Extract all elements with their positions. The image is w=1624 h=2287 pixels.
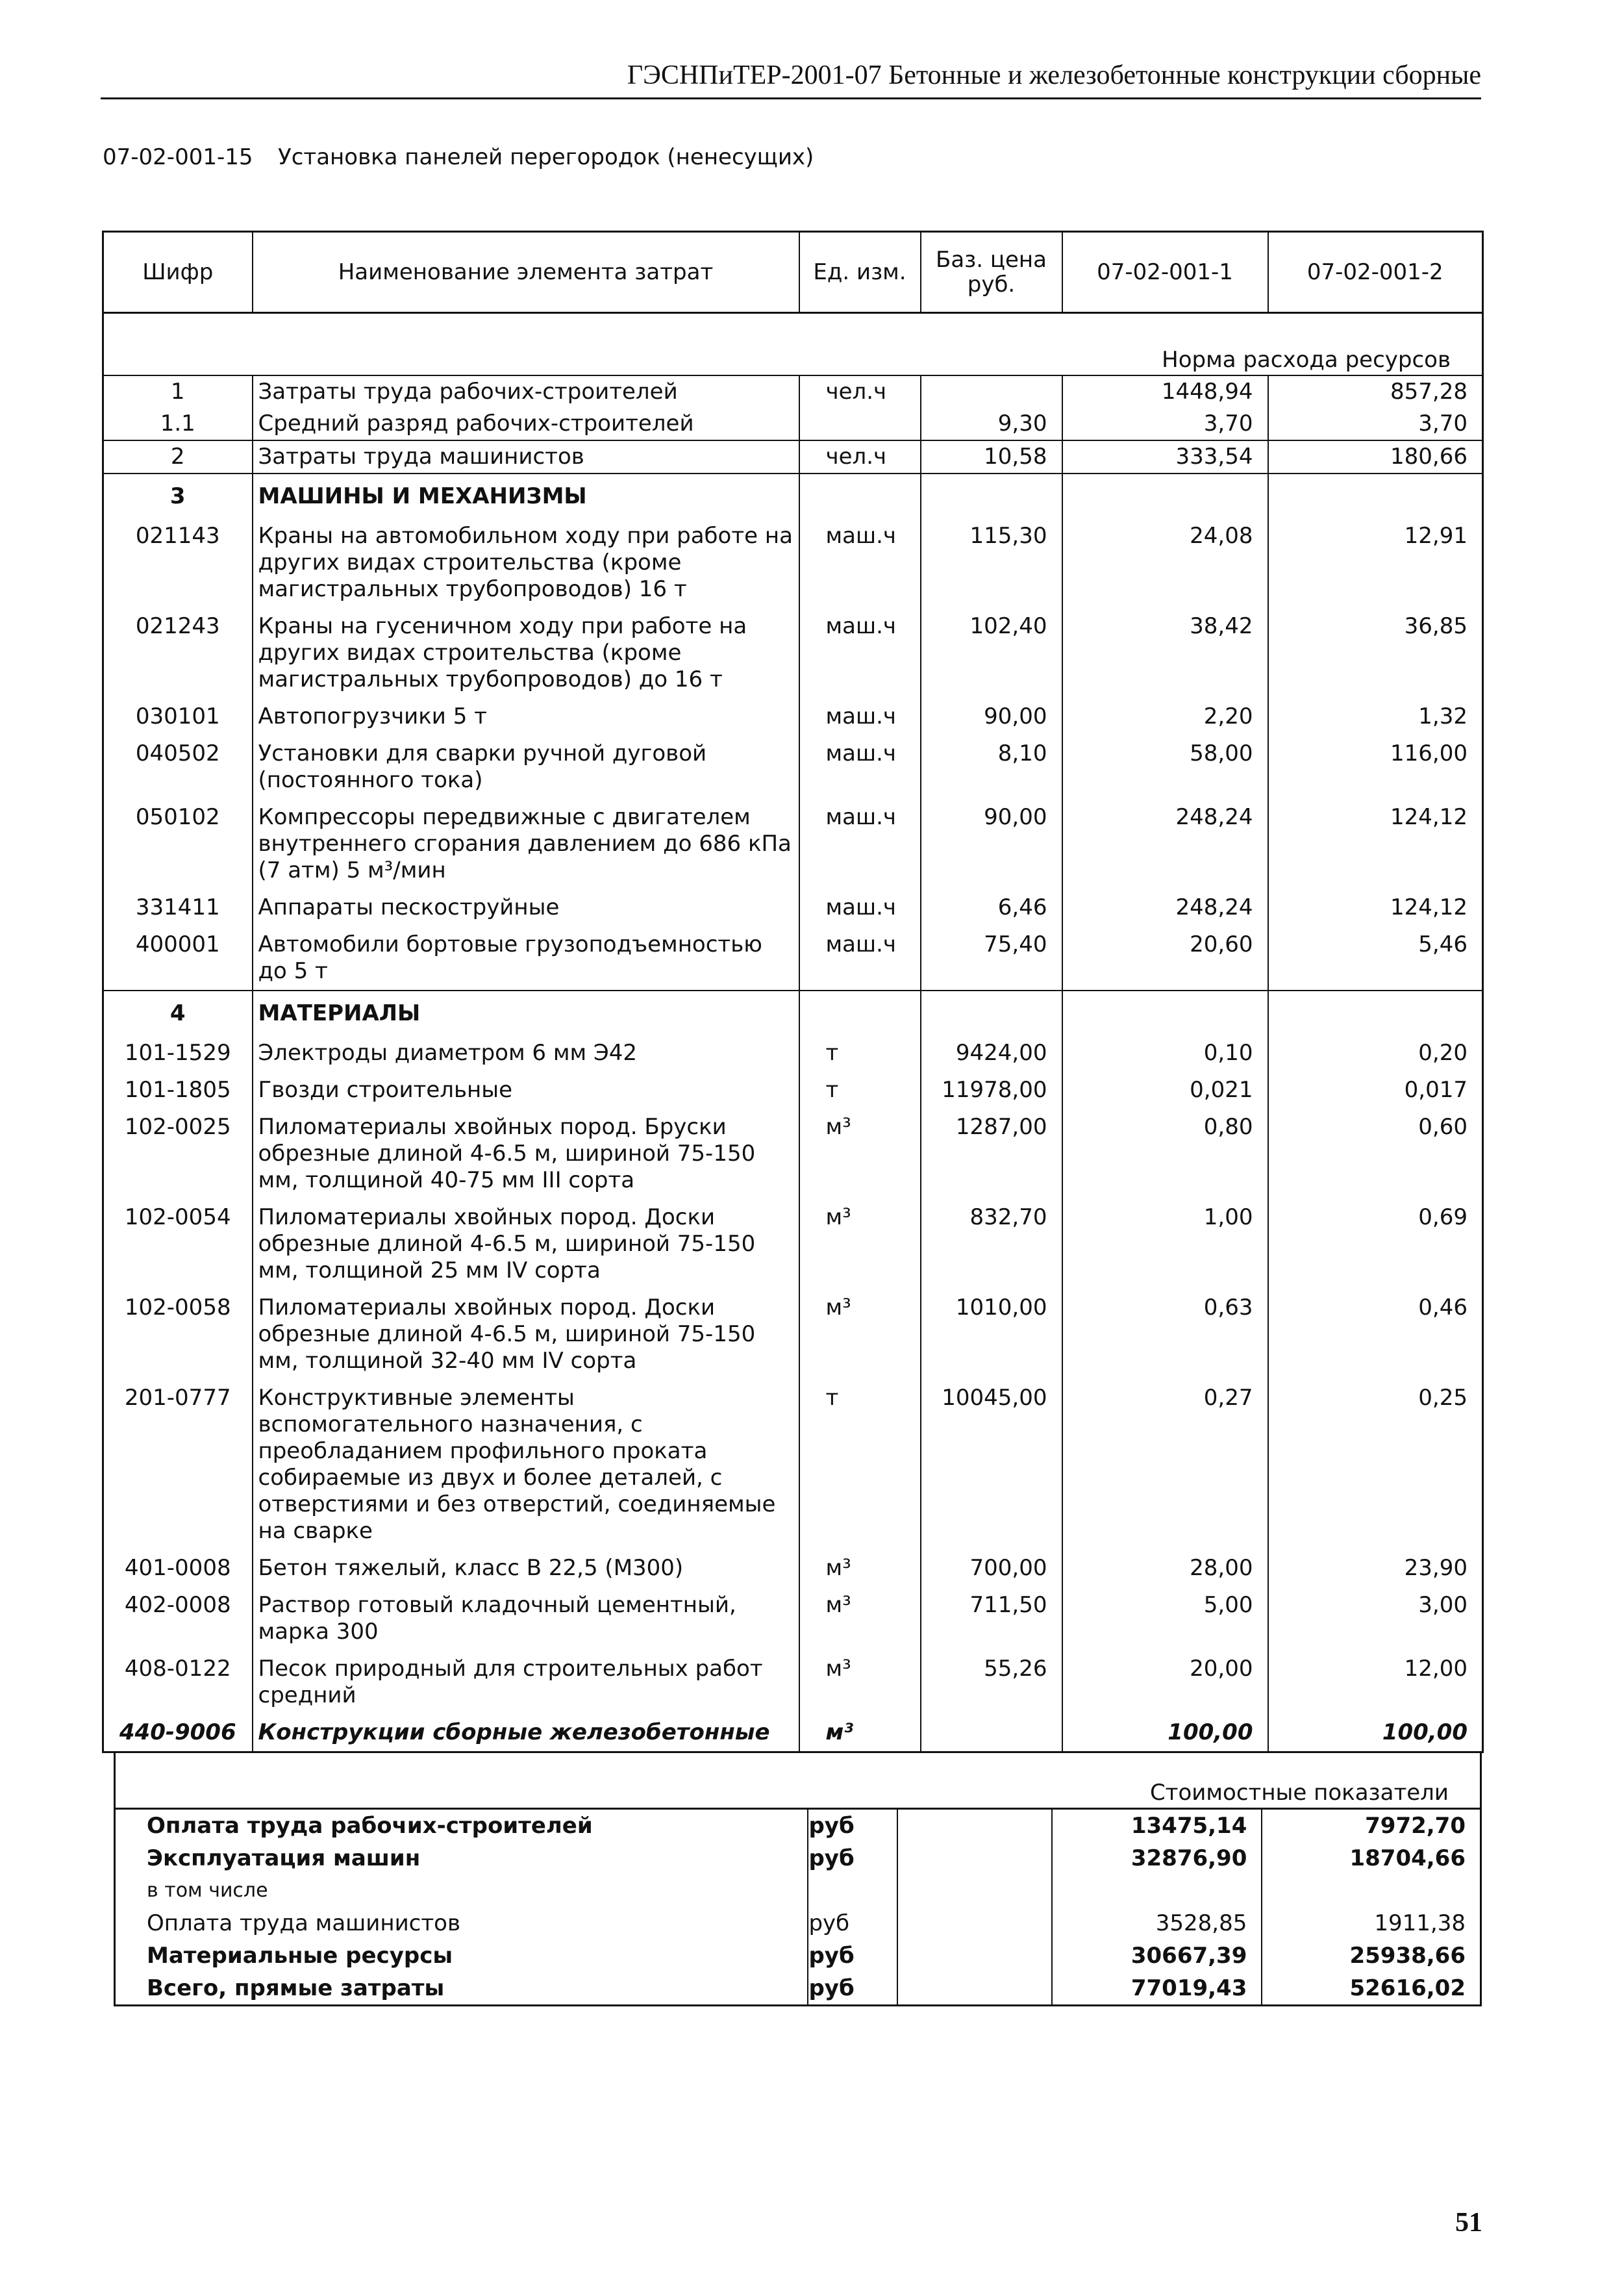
table-header-row: [103, 232, 1483, 313]
cost-unit: [808, 1875, 897, 1907]
resource-unit: маш.ч: [799, 799, 921, 889]
resource-unit: маш.ч: [799, 518, 921, 608]
table-row: [103, 1289, 1483, 1380]
resource-name: Автомобили бортовые грузоподъемностью до 5 т: [253, 926, 799, 991]
cost-unit: руб: [808, 1842, 897, 1875]
cost-variant-1: 30667,39: [1052, 1940, 1262, 1972]
cost-unit: руб: [808, 1940, 897, 1972]
cost-variant-2: 25938,66: [1262, 1940, 1480, 1972]
group-title: МАШИНЫ И МЕХАНИЗМЫ: [253, 474, 799, 518]
resource-code: 102-0054: [103, 1199, 253, 1289]
table-row: [103, 1035, 1483, 1072]
resource-code: 021243: [103, 608, 253, 698]
resource-name: Бетон тяжелый, класс В 22,5 (М300): [253, 1550, 799, 1587]
norm-variant-1: 0,63: [1062, 1289, 1268, 1380]
norm-variant-1: 0,021: [1062, 1072, 1268, 1109]
cost-variant-2: [1262, 1875, 1480, 1907]
table-row: [103, 698, 1483, 735]
cost-variant-1: 77019,43: [1052, 1972, 1262, 2006]
resource-name: Пиломатериалы хвойных пород. Бруски обрезные длиной 4-6.5 м, шириной 75-150 мм, толщиной 40-75 мм III сорта: [253, 1109, 799, 1199]
resource-code: 050102: [103, 799, 253, 889]
norm-variant-2: 36,85: [1268, 608, 1483, 698]
table-row: [103, 1587, 1483, 1650]
base-price: 9424,00: [921, 1035, 1062, 1072]
header-divider: [101, 97, 1481, 99]
resource-name: Краны на гусеничном ходу при работе на других видах строительства (кроме магистральных трубопроводов) до 16 т: [253, 608, 799, 698]
group-title: МАТЕРИАЛЫ: [253, 991, 799, 1035]
resource-code: 2: [103, 440, 253, 474]
norm-variant-1: 100,00: [1062, 1714, 1268, 1752]
empty-cell: [897, 1875, 1052, 1907]
norm-variant-1: 333,54: [1062, 440, 1268, 474]
cost-name: Оплата труда машинистов: [115, 1907, 808, 1940]
norm-variant-2: 124,12: [1268, 889, 1483, 926]
norm-variant-2: 3,00: [1268, 1587, 1483, 1650]
resource-code: 102-0058: [103, 1289, 253, 1380]
resource-unit: м³: [799, 1109, 921, 1199]
empty-cell: [921, 991, 1062, 1035]
cost-summary-table: [114, 1751, 1482, 2006]
resource-unit: м³: [799, 1289, 921, 1380]
base-price: 1010,00: [921, 1289, 1062, 1380]
cost-variant-2: 18704,66: [1262, 1842, 1480, 1875]
norm-variant-2: 0,69: [1268, 1199, 1483, 1289]
cost-name: Эксплуатация машин: [115, 1842, 808, 1875]
column-header-price: Баз. цена руб.: [921, 232, 1062, 313]
cost-unit: руб: [808, 1907, 897, 1940]
cost-name: Оплата труда рабочих-строителей: [115, 1809, 808, 1843]
empty-cell: [897, 1972, 1052, 2006]
resource-unit: т: [799, 1035, 921, 1072]
base-price: [921, 375, 1062, 408]
table-row: [103, 1650, 1483, 1714]
cost-variant-2: 52616,02: [1262, 1972, 1480, 2006]
resource-unit: м³: [799, 1199, 921, 1289]
norm-variant-1: 58,00: [1062, 735, 1268, 799]
base-price: 115,30: [921, 518, 1062, 608]
base-price: 832,70: [921, 1199, 1062, 1289]
resource-code: 030101: [103, 698, 253, 735]
resource-unit: м³: [799, 1650, 921, 1714]
norm-variant-2: 0,46: [1268, 1289, 1483, 1380]
resource-name: Пиломатериалы хвойных пород. Доски обрезные длиной 4-6.5 м, шириной 75-150 мм, толщиной 25 мм IV сорта: [253, 1199, 799, 1289]
table-row: [103, 608, 1483, 698]
resource-code: 401-0008: [103, 1550, 253, 1587]
resource-code: 402-0008: [103, 1587, 253, 1650]
resource-code: 400001: [103, 926, 253, 991]
column-header-name: Наименование элемента затрат: [253, 232, 799, 313]
table-row: [103, 1550, 1483, 1587]
table-row: [103, 440, 1483, 474]
empty-cell: [1268, 474, 1483, 518]
page-number: 51: [1455, 2208, 1482, 2238]
table-row: [103, 1199, 1483, 1289]
cost-label: Стоимостные показатели: [115, 1752, 1481, 1809]
cost-row: [115, 1809, 1481, 1843]
table-row: [103, 1714, 1483, 1752]
column-header-code: Шифр: [103, 232, 253, 313]
cost-name: Материальные ресурсы: [115, 1940, 808, 1972]
resource-name: Затраты труда рабочих-строителей: [253, 375, 799, 408]
norm-variant-1: 5,00: [1062, 1587, 1268, 1650]
empty-cell: [1062, 991, 1268, 1035]
norm-variant-2: 0,60: [1268, 1109, 1483, 1199]
group-code: 4: [103, 991, 253, 1035]
empty-cell: [897, 1809, 1052, 1843]
norm-variant-2: 100,00: [1268, 1714, 1483, 1752]
cost-variant-1: 13475,14: [1052, 1809, 1262, 1843]
table-row: [103, 926, 1483, 991]
table-row: [103, 1072, 1483, 1109]
norm-variant-1: 20,00: [1062, 1650, 1268, 1714]
resource-code: 040502: [103, 735, 253, 799]
resource-unit: т: [799, 1380, 921, 1550]
resource-name: Средний разряд рабочих-строителей: [253, 408, 799, 440]
resource-unit: м³: [799, 1587, 921, 1650]
base-price: 55,26: [921, 1650, 1062, 1714]
group-row: [103, 991, 1483, 1035]
resource-table: [102, 231, 1484, 1753]
resource-unit: м³: [799, 1550, 921, 1587]
resource-name: Раствор готовый кладочный цементный, марка 300: [253, 1587, 799, 1650]
resource-name: Конструкции сборные железобетонные: [253, 1714, 799, 1752]
norm-variant-1: 1,00: [1062, 1199, 1268, 1289]
resource-name: Электроды диаметром 6 мм Э42: [253, 1035, 799, 1072]
resource-name: Автопогрузчики 5 т: [253, 698, 799, 735]
cost-unit: руб: [808, 1809, 897, 1843]
resource-unit: м³: [799, 1714, 921, 1752]
cost-row: [115, 1907, 1481, 1940]
resource-unit: маш.ч: [799, 889, 921, 926]
empty-cell: [921, 474, 1062, 518]
norm-variant-2: 5,46: [1268, 926, 1483, 991]
norm-variant-1: 0,27: [1062, 1380, 1268, 1550]
resource-name: Пиломатериалы хвойных пород. Доски обрезные длиной 4-6.5 м, шириной 75-150 мм, толщиной 32-40 мм IV сорта: [253, 1289, 799, 1380]
resource-code: 101-1805: [103, 1072, 253, 1109]
norm-variant-2: 0,017: [1268, 1072, 1483, 1109]
resource-unit: чел.ч: [799, 375, 921, 408]
norm-variant-1: 248,24: [1062, 889, 1268, 926]
resource-unit: [799, 408, 921, 440]
base-price: 75,40: [921, 926, 1062, 991]
cost-row: [115, 1940, 1481, 1972]
norm-variant-2: 116,00: [1268, 735, 1483, 799]
cost-name: в том числе: [115, 1875, 808, 1907]
resource-name: Песок природный для строительных работ средний: [253, 1650, 799, 1714]
group-row: [103, 474, 1483, 518]
empty-cell: [1268, 991, 1483, 1035]
norm-variant-1: 0,10: [1062, 1035, 1268, 1072]
base-price: 102,40: [921, 608, 1062, 698]
norm-variant-1: 248,24: [1062, 799, 1268, 889]
cost-variant-2: 1911,38: [1262, 1907, 1480, 1940]
base-price: 10045,00: [921, 1380, 1062, 1550]
empty-cell: [897, 1842, 1052, 1875]
base-price: 90,00: [921, 799, 1062, 889]
resource-name: Аппараты пескоструйные: [253, 889, 799, 926]
cost-row: [115, 1842, 1481, 1875]
table-row: [103, 1380, 1483, 1550]
empty-cell: [897, 1940, 1052, 1972]
norm-variant-2: 1,32: [1268, 698, 1483, 735]
norm-variant-2: 12,91: [1268, 518, 1483, 608]
resource-code: 331411: [103, 889, 253, 926]
norm-variant-2: 0,25: [1268, 1380, 1483, 1550]
base-price: [921, 1714, 1062, 1752]
resource-unit: т: [799, 1072, 921, 1109]
base-price: 8,10: [921, 735, 1062, 799]
resource-name: Установки для сварки ручной дуговой (постоянного тока): [253, 735, 799, 799]
cost-row: [115, 1875, 1481, 1907]
base-price: 11978,00: [921, 1072, 1062, 1109]
table-row: [103, 889, 1483, 926]
column-header-variant-1: 07-02-001-1: [1062, 232, 1268, 313]
norm-variant-1: 24,08: [1062, 518, 1268, 608]
document-header-title: ГЭСНПиТЕР-2001-07 Бетонные и железобетонные конструкции сборные: [627, 60, 1481, 90]
norm-variant-1: 3,70: [1062, 408, 1268, 440]
column-header-unit: Ед. изм.: [799, 232, 921, 313]
cost-unit: руб: [808, 1972, 897, 2006]
resource-name: Затраты труда машинистов: [253, 440, 799, 474]
table-row: [103, 1109, 1483, 1199]
norm-variant-1: 28,00: [1062, 1550, 1268, 1587]
norm-variant-1: 38,42: [1062, 608, 1268, 698]
norm-label: Норма расхода ресурсов: [103, 342, 1483, 375]
base-price: 9,30: [921, 408, 1062, 440]
norm-variant-2: 12,00: [1268, 1650, 1483, 1714]
resource-code: 440-9006: [103, 1714, 253, 1752]
norm-variant-2: 857,28: [1268, 375, 1483, 408]
resource-code: 1: [103, 375, 253, 408]
resource-code: 101-1529: [103, 1035, 253, 1072]
table-row: [103, 375, 1483, 408]
cost-variant-1: 32876,90: [1052, 1842, 1262, 1875]
resource-name: Конструктивные элементы вспомогательного назначения, с преобладанием профильного проката собираемые из двух и более деталей, с отверстиями и без отверстий, соединяемые на сварке: [253, 1380, 799, 1550]
resource-name: Гвозди строительные: [253, 1072, 799, 1109]
resource-unit: маш.ч: [799, 608, 921, 698]
norm-variant-1: 0,80: [1062, 1109, 1268, 1199]
cost-variant-2: 7972,70: [1262, 1809, 1480, 1843]
norm-variant-1: 20,60: [1062, 926, 1268, 991]
section-heading: [103, 144, 814, 170]
empty-cell: [799, 991, 921, 1035]
resource-name: Краны на автомобильном ходу при работе на других видах строительства (кроме магистральных трубопроводов) 16 т: [253, 518, 799, 608]
empty-cell: [897, 1907, 1052, 1940]
column-header-variant-2: 07-02-001-2: [1268, 232, 1483, 313]
cost-variant-1: [1052, 1875, 1262, 1907]
resource-name: Компрессоры передвижные с двигателем внутреннего сгорания давлением до 686 кПа (7 атм) 5 м³/мин: [253, 799, 799, 889]
norm-variant-2: 0,20: [1268, 1035, 1483, 1072]
cost-name: Всего, прямые затраты: [115, 1972, 808, 2006]
cost-row: [115, 1972, 1481, 2006]
table-row: [103, 518, 1483, 608]
base-price: 700,00: [921, 1550, 1062, 1587]
resource-unit: маш.ч: [799, 698, 921, 735]
norm-variant-2: 124,12: [1268, 799, 1483, 889]
resource-unit: маш.ч: [799, 926, 921, 991]
norm-variant-2: 23,90: [1268, 1550, 1483, 1587]
resource-code: 1.1: [103, 408, 253, 440]
section-title: Установка панелей перегородок (ненесущих): [278, 144, 814, 170]
resource-unit: чел.ч: [799, 440, 921, 474]
empty-cell: [799, 474, 921, 518]
section-code: 07-02-001-15: [103, 144, 253, 170]
base-price: 10,58: [921, 440, 1062, 474]
resource-code: 408-0122: [103, 1650, 253, 1714]
resource-code: 021143: [103, 518, 253, 608]
resource-unit: маш.ч: [799, 735, 921, 799]
base-price: 711,50: [921, 1587, 1062, 1650]
norm-variant-2: 3,70: [1268, 408, 1483, 440]
base-price: 90,00: [921, 698, 1062, 735]
cost-variant-1: 3528,85: [1052, 1907, 1262, 1940]
resource-code: 201-0777: [103, 1380, 253, 1550]
norm-variant-1: 1448,94: [1062, 375, 1268, 408]
base-price: 1287,00: [921, 1109, 1062, 1199]
empty-cell: [1062, 474, 1268, 518]
table-row: [103, 735, 1483, 799]
base-price: 6,46: [921, 889, 1062, 926]
group-code: 3: [103, 474, 253, 518]
table-row: [103, 799, 1483, 889]
table-row: [103, 408, 1483, 440]
norm-variant-1: 2,20: [1062, 698, 1268, 735]
norm-variant-2: 180,66: [1268, 440, 1483, 474]
resource-code: 102-0025: [103, 1109, 253, 1199]
